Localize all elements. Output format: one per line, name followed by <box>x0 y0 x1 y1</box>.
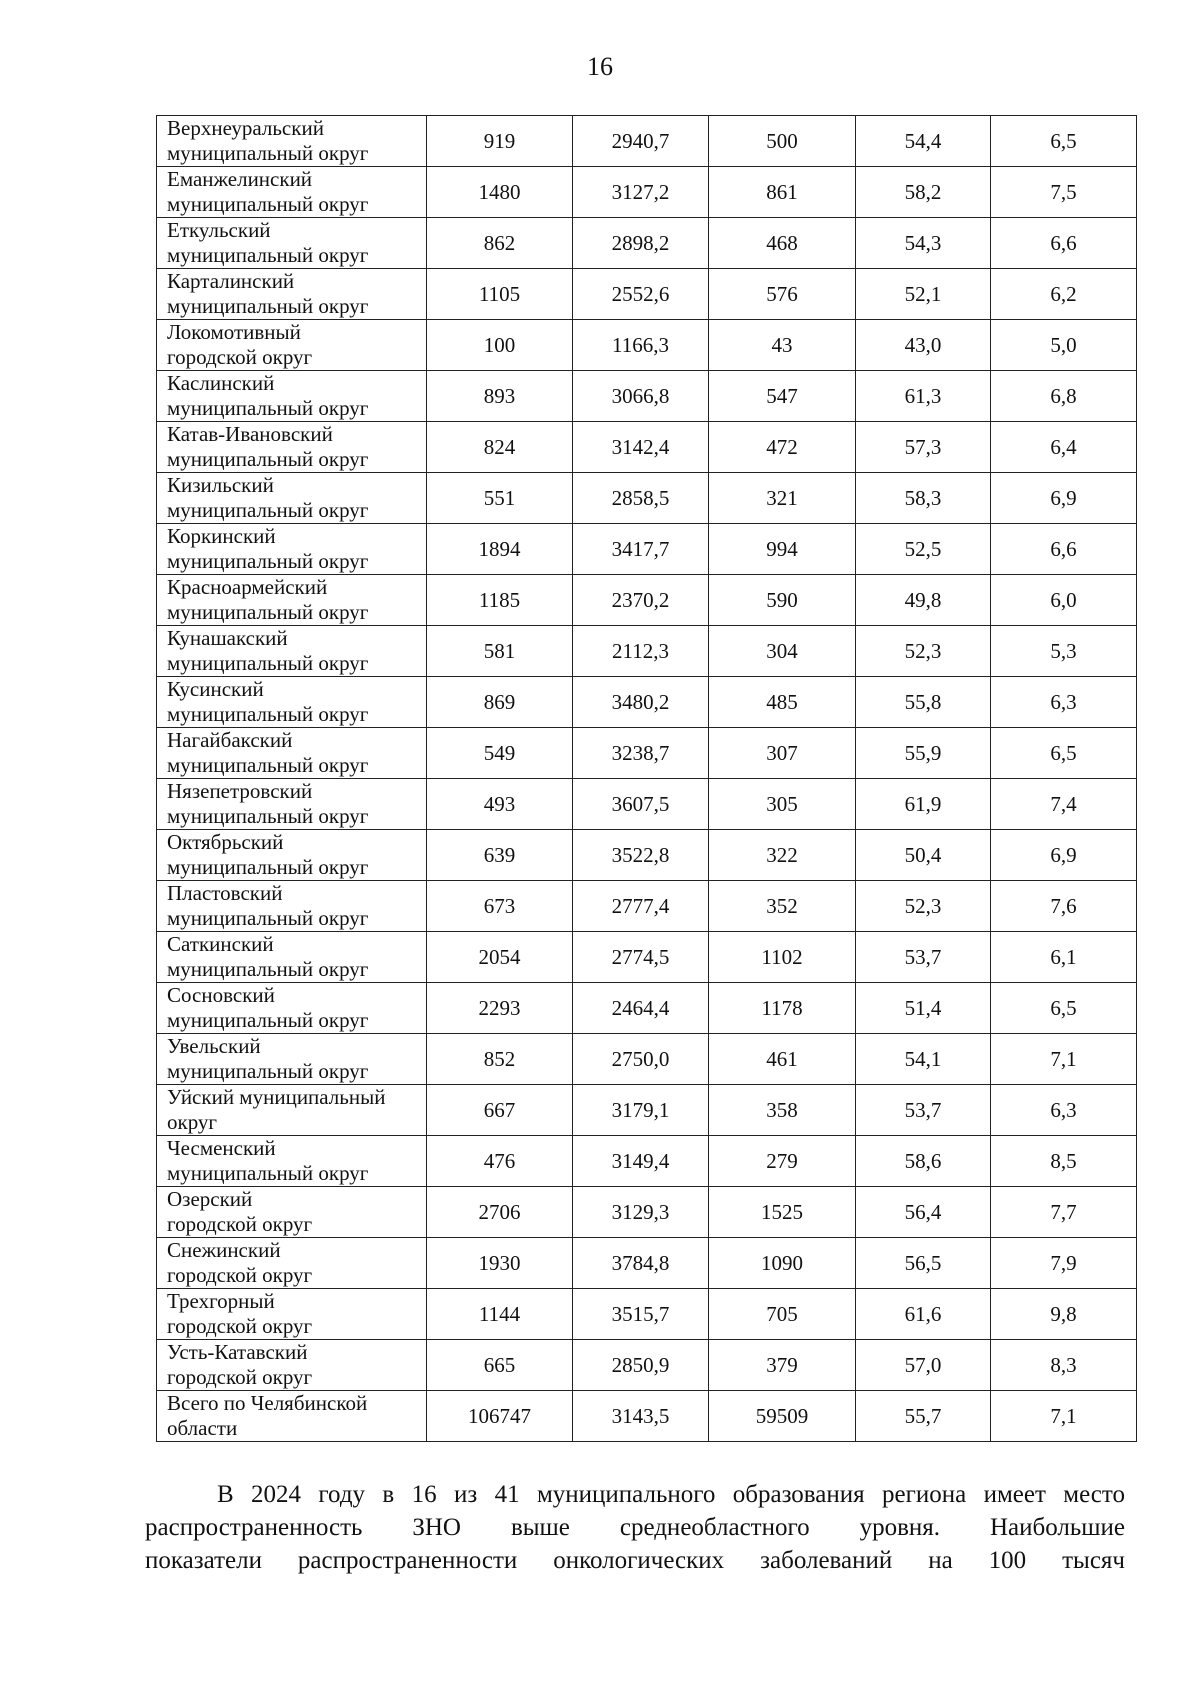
table-row <box>157 779 1137 830</box>
value-cell-v4: 56,5 <box>856 1238 991 1289</box>
municipality-name-cell <box>157 830 427 881</box>
municipality-name: Всего по Челябинской области <box>167 1391 368 1440</box>
municipality-name-cell <box>157 1391 427 1442</box>
value-cell-v2: 3480,2 <box>573 677 709 728</box>
table-row <box>157 473 1137 524</box>
value-cell-v2: 2552,6 <box>573 269 709 320</box>
municipality-name: Уйский муниципальный округ <box>167 1085 386 1134</box>
table-row <box>157 1391 1137 1442</box>
value-cell-v2: 3515,7 <box>573 1289 709 1340</box>
municipality-name: Снежинский городской округ <box>167 1238 313 1287</box>
value-cell-v5: 7,7 <box>991 1187 1137 1238</box>
paragraph-line: В 2024 году в 16 из 41 муниципального образования региона имеет место <box>217 1481 1125 1508</box>
municipality-name-cell <box>157 218 427 269</box>
table-row <box>157 1289 1137 1340</box>
value-cell-v4: 52,5 <box>856 524 991 575</box>
value-cell-v1: 1930 <box>427 1238 573 1289</box>
value-cell-v5: 6,3 <box>991 677 1137 728</box>
municipality-name: Кизильский муниципальный округ <box>167 473 369 522</box>
municipality-name: Нагайбакский муниципальный округ <box>167 728 369 777</box>
value-cell-v2: 2112,3 <box>573 626 709 677</box>
value-cell-v2: 3129,3 <box>573 1187 709 1238</box>
municipality-name-cell <box>157 167 427 218</box>
value-cell-v5: 6,5 <box>991 116 1137 167</box>
table-row <box>157 830 1137 881</box>
value-cell-v4: 61,3 <box>856 371 991 422</box>
value-cell-v3: 485 <box>709 677 856 728</box>
value-cell-v5: 7,1 <box>991 1034 1137 1085</box>
page-number: 16 <box>587 52 613 81</box>
table-row <box>157 1034 1137 1085</box>
table-row <box>157 371 1137 422</box>
value-cell-v5: 6,2 <box>991 269 1137 320</box>
municipality-name: Кунашакский муниципальный округ <box>167 626 369 675</box>
table-row <box>157 1136 1137 1187</box>
municipality-name-cell <box>157 728 427 779</box>
value-cell-v5: 5,0 <box>991 320 1137 371</box>
value-cell-v1: 665 <box>427 1340 573 1391</box>
value-cell-v3: 352 <box>709 881 856 932</box>
value-cell-v3: 472 <box>709 422 856 473</box>
value-cell-v5: 7,5 <box>991 167 1137 218</box>
value-cell-v5: 6,6 <box>991 524 1137 575</box>
municipality-name: Трехгорный городской округ <box>167 1289 313 1338</box>
value-cell-v1: 476 <box>427 1136 573 1187</box>
value-cell-v3: 590 <box>709 575 856 626</box>
value-cell-v3: 43 <box>709 320 856 371</box>
municipality-name-cell <box>157 1238 427 1289</box>
value-cell-v1: 862 <box>427 218 573 269</box>
value-cell-v2: 2940,7 <box>573 116 709 167</box>
value-cell-v3: 576 <box>709 269 856 320</box>
municipality-name-cell <box>157 1289 427 1340</box>
municipality-name: Усть-Катавский городской округ <box>167 1340 313 1389</box>
value-cell-v2: 2777,4 <box>573 881 709 932</box>
value-cell-v2: 2774,5 <box>573 932 709 983</box>
table-row <box>157 1187 1137 1238</box>
municipality-name-cell <box>157 422 427 473</box>
value-cell-v2: 3522,8 <box>573 830 709 881</box>
value-cell-v5: 7,4 <box>991 779 1137 830</box>
table-row <box>157 983 1137 1034</box>
municipality-name: Сосновский муниципальный округ <box>167 983 369 1032</box>
table-row <box>157 1340 1137 1391</box>
municipality-name: Нязепетровский муниципальный округ <box>167 779 369 828</box>
value-cell-v2: 3179,1 <box>573 1085 709 1136</box>
municipality-name: Озерский городской округ <box>167 1187 313 1236</box>
municipality-name: Пластовский муниципальный округ <box>167 881 369 930</box>
value-cell-v4: 57,3 <box>856 422 991 473</box>
value-cell-v1: 919 <box>427 116 573 167</box>
municipality-name: Еткульский муниципальный округ <box>167 218 369 267</box>
value-cell-v3: 321 <box>709 473 856 524</box>
value-cell-v4: 53,7 <box>856 1085 991 1136</box>
value-cell-v3: 305 <box>709 779 856 830</box>
municipality-name: Чесменский муниципальный округ <box>167 1136 369 1185</box>
municipality-name-cell <box>157 779 427 830</box>
value-cell-v5: 6,3 <box>991 1085 1137 1136</box>
municipality-name-cell <box>157 626 427 677</box>
municipality-name-cell <box>157 1187 427 1238</box>
value-cell-v1: 106747 <box>427 1391 573 1442</box>
value-cell-v4: 58,2 <box>856 167 991 218</box>
value-cell-v4: 54,3 <box>856 218 991 269</box>
value-cell-v3: 307 <box>709 728 856 779</box>
value-cell-v3: 500 <box>709 116 856 167</box>
statistics-table <box>156 115 1137 1442</box>
table-row <box>157 269 1137 320</box>
value-cell-v2: 3607,5 <box>573 779 709 830</box>
table-body <box>157 116 1137 1442</box>
value-cell-v4: 54,1 <box>856 1034 991 1085</box>
value-cell-v5: 6,5 <box>991 728 1137 779</box>
value-cell-v2: 3238,7 <box>573 728 709 779</box>
value-cell-v1: 893 <box>427 371 573 422</box>
body-paragraph <box>145 1478 1125 1577</box>
value-cell-v2: 3417,7 <box>573 524 709 575</box>
value-cell-v4: 58,3 <box>856 473 991 524</box>
municipality-name-cell <box>157 371 427 422</box>
value-cell-v4: 55,9 <box>856 728 991 779</box>
value-cell-v3: 547 <box>709 371 856 422</box>
value-cell-v1: 639 <box>427 830 573 881</box>
value-cell-v5: 6,5 <box>991 983 1137 1034</box>
municipality-name-cell <box>157 473 427 524</box>
table-row <box>157 524 1137 575</box>
value-cell-v3: 468 <box>709 218 856 269</box>
municipality-name-cell <box>157 1340 427 1391</box>
value-cell-v5: 8,5 <box>991 1136 1137 1187</box>
value-cell-v5: 7,1 <box>991 1391 1137 1442</box>
value-cell-v5: 6,6 <box>991 218 1137 269</box>
table-row <box>157 626 1137 677</box>
value-cell-v3: 279 <box>709 1136 856 1187</box>
value-cell-v5: 7,6 <box>991 881 1137 932</box>
value-cell-v1: 852 <box>427 1034 573 1085</box>
value-cell-v4: 55,8 <box>856 677 991 728</box>
value-cell-v1: 100 <box>427 320 573 371</box>
table-row <box>157 575 1137 626</box>
value-cell-v5: 9,8 <box>991 1289 1137 1340</box>
value-cell-v3: 1525 <box>709 1187 856 1238</box>
value-cell-v2: 3143,5 <box>573 1391 709 1442</box>
table-row <box>157 677 1137 728</box>
value-cell-v4: 43,0 <box>856 320 991 371</box>
value-cell-v1: 1144 <box>427 1289 573 1340</box>
value-cell-v5: 6,0 <box>991 575 1137 626</box>
value-cell-v3: 322 <box>709 830 856 881</box>
value-cell-v4: 54,4 <box>856 116 991 167</box>
table-row <box>157 932 1137 983</box>
table-row <box>157 116 1137 167</box>
municipality-name: Увельский муниципальный округ <box>167 1034 369 1083</box>
value-cell-v5: 6,8 <box>991 371 1137 422</box>
municipality-name: Красноармейский муниципальный округ <box>167 575 369 624</box>
value-cell-v4: 61,9 <box>856 779 991 830</box>
value-cell-v4: 61,6 <box>856 1289 991 1340</box>
value-cell-v1: 551 <box>427 473 573 524</box>
municipality-name-cell <box>157 575 427 626</box>
municipality-name: Карталинский муниципальный округ <box>167 269 369 318</box>
table-row <box>157 1085 1137 1136</box>
value-cell-v4: 57,0 <box>856 1340 991 1391</box>
municipality-name: Каслинский муниципальный округ <box>167 371 369 420</box>
value-cell-v1: 869 <box>427 677 573 728</box>
value-cell-v4: 55,7 <box>856 1391 991 1442</box>
value-cell-v2: 2850,9 <box>573 1340 709 1391</box>
value-cell-v3: 304 <box>709 626 856 677</box>
value-cell-v4: 56,4 <box>856 1187 991 1238</box>
paragraph-line: распространенность ЗНО выше среднеобластного уровня. Наибольшие <box>145 1514 1125 1541</box>
value-cell-v1: 2054 <box>427 932 573 983</box>
value-cell-v3: 358 <box>709 1085 856 1136</box>
value-cell-v5: 6,4 <box>991 422 1137 473</box>
value-cell-v2: 3066,8 <box>573 371 709 422</box>
value-cell-v1: 824 <box>427 422 573 473</box>
value-cell-v5: 6,1 <box>991 932 1137 983</box>
municipality-name-cell <box>157 1085 427 1136</box>
value-cell-v3: 59509 <box>709 1391 856 1442</box>
municipality-name-cell <box>157 116 427 167</box>
value-cell-v1: 493 <box>427 779 573 830</box>
municipality-name-cell <box>157 269 427 320</box>
municipality-name-cell <box>157 932 427 983</box>
value-cell-v4: 50,4 <box>856 830 991 881</box>
municipality-name: Коркинский муниципальный округ <box>167 524 369 573</box>
value-cell-v3: 379 <box>709 1340 856 1391</box>
municipality-name: Локомотивный городской округ <box>167 320 313 369</box>
value-cell-v4: 52,3 <box>856 881 991 932</box>
municipality-name: Саткинский муниципальный округ <box>167 932 369 981</box>
table-row <box>157 167 1137 218</box>
value-cell-v4: 52,1 <box>856 269 991 320</box>
municipality-name: Октябрьский муниципальный округ <box>167 830 369 879</box>
value-cell-v1: 549 <box>427 728 573 779</box>
municipality-name-cell <box>157 1136 427 1187</box>
value-cell-v2: 3127,2 <box>573 167 709 218</box>
table-row <box>157 422 1137 473</box>
value-cell-v2: 2370,2 <box>573 575 709 626</box>
municipality-name: Кусинский муниципальный округ <box>167 677 369 726</box>
table-row <box>157 218 1137 269</box>
value-cell-v1: 1185 <box>427 575 573 626</box>
value-cell-v2: 3142,4 <box>573 422 709 473</box>
value-cell-v1: 673 <box>427 881 573 932</box>
value-cell-v5: 6,9 <box>991 473 1137 524</box>
table-row <box>157 1238 1137 1289</box>
municipality-name-cell <box>157 881 427 932</box>
table-row <box>157 728 1137 779</box>
value-cell-v3: 861 <box>709 167 856 218</box>
value-cell-v2: 3149,4 <box>573 1136 709 1187</box>
value-cell-v4: 58,6 <box>856 1136 991 1187</box>
value-cell-v2: 1166,3 <box>573 320 709 371</box>
value-cell-v5: 8,3 <box>991 1340 1137 1391</box>
value-cell-v4: 52,3 <box>856 626 991 677</box>
value-cell-v3: 461 <box>709 1034 856 1085</box>
value-cell-v1: 1480 <box>427 167 573 218</box>
municipality-name: Катав-Ивановский муниципальный округ <box>167 422 369 471</box>
value-cell-v2: 2858,5 <box>573 473 709 524</box>
value-cell-v5: 6,9 <box>991 830 1137 881</box>
value-cell-v1: 1105 <box>427 269 573 320</box>
value-cell-v4: 51,4 <box>856 983 991 1034</box>
value-cell-v5: 5,3 <box>991 626 1137 677</box>
value-cell-v1: 2706 <box>427 1187 573 1238</box>
value-cell-v3: 1102 <box>709 932 856 983</box>
municipality-name-cell <box>157 320 427 371</box>
value-cell-v3: 994 <box>709 524 856 575</box>
value-cell-v2: 3784,8 <box>573 1238 709 1289</box>
municipality-name-cell <box>157 983 427 1034</box>
value-cell-v2: 2750,0 <box>573 1034 709 1085</box>
value-cell-v4: 49,8 <box>856 575 991 626</box>
table-row <box>157 320 1137 371</box>
value-cell-v2: 2464,4 <box>573 983 709 1034</box>
municipality-name: Еманжелинский муниципальный округ <box>167 167 369 216</box>
municipality-name-cell <box>157 524 427 575</box>
table-row <box>157 881 1137 932</box>
value-cell-v4: 53,7 <box>856 932 991 983</box>
value-cell-v1: 581 <box>427 626 573 677</box>
value-cell-v1: 1894 <box>427 524 573 575</box>
value-cell-v1: 667 <box>427 1085 573 1136</box>
value-cell-v3: 1090 <box>709 1238 856 1289</box>
value-cell-v2: 2898,2 <box>573 218 709 269</box>
municipality-name-cell <box>157 1034 427 1085</box>
value-cell-v5: 7,9 <box>991 1238 1137 1289</box>
paragraph-line: показатели распространенности онкологических заболеваний на 100 тысяч <box>145 1547 1125 1574</box>
value-cell-v3: 705 <box>709 1289 856 1340</box>
value-cell-v1: 2293 <box>427 983 573 1034</box>
municipality-name-cell <box>157 677 427 728</box>
value-cell-v3: 1178 <box>709 983 856 1034</box>
municipality-name: Верхнеуральский муниципальный округ <box>167 116 369 165</box>
